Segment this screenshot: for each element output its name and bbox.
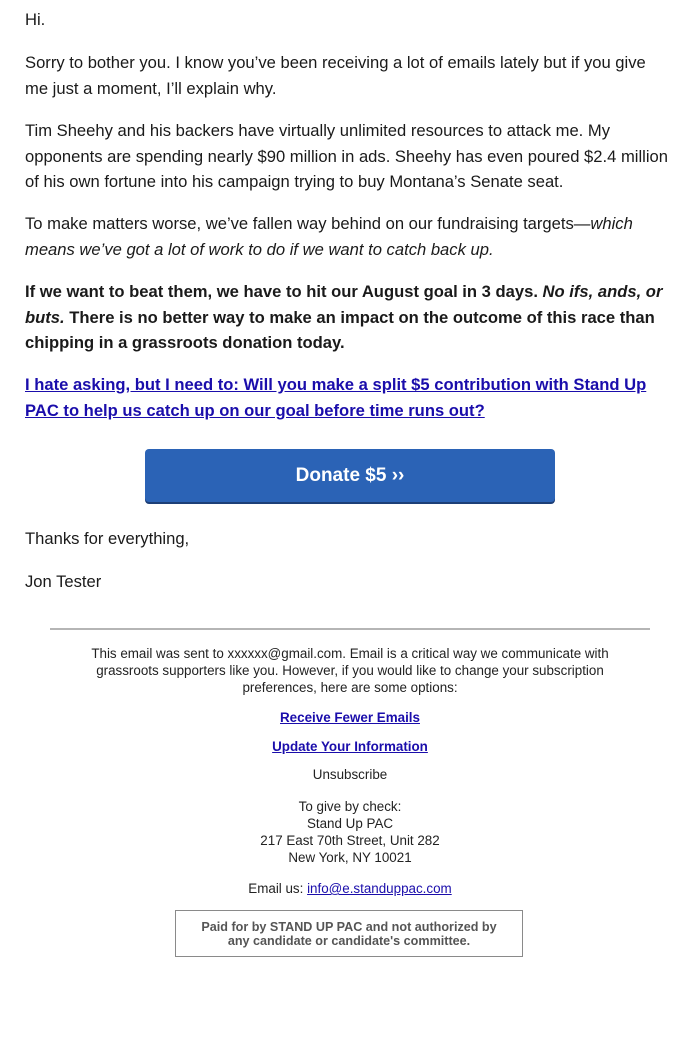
paragraph-goal-lead: If we want to beat them, we have to hit our August goal in 3 days. [25,282,543,301]
paragraph-sorry: Sorry to bother you. I know you’ve been receiving a lot of emails lately but if you give me just a moment, I’ll explain why. [25,53,646,98]
footer-notice: This email was sent to xxxxxx@gmail.com. Email is a critical way we communicate with grassroots supporters like you. However, if you would like to change your subscription preferences, here are some options: [91,646,609,695]
paragraph-goal-tail: There is no better way to make an impact on the outcome of this race than chipping in a grassroots donation today. [25,307,655,352]
paragraph-goal-emphasis: No ifs, ands, or buts. [25,282,663,327]
footer-email-row [60,880,640,897]
signature: Jon Tester [25,572,102,591]
check-city: New York, NY 10021 [288,850,412,865]
ask-paragraph [25,372,670,423]
donate-button[interactable]: Donate $5 ›› [145,449,555,502]
email-label: Email us: [248,881,308,896]
paid-for-disclaimer [175,910,523,957]
paragraph-worse-emphasis: which means we’ve got a lot of work to do if we want to catch back up. [25,214,633,259]
paragraph-worse-text: To make matters worse, we’ve fallen way behind on our fundraising targets— [25,214,591,233]
unsubscribe-link[interactable]: Unsubscribe [312,767,388,782]
closing: Thanks for everything, [25,529,190,548]
footer-divider [50,628,650,630]
contribution-ask-link[interactable]: I hate asking, but I need to: Will you make a split $5 contribution with Stand Up PAC to help us catch up on our goal before time runs out? [25,375,647,420]
check-heading: To give by check: [298,799,402,814]
check-street: 217 East 70th Street, Unit 282 [260,833,440,848]
disclaimer-text: Paid for by STAND UP PAC and not authorized by any candidate or candidate's committee. [201,919,497,948]
greeting: Hi. [25,10,46,29]
update-information-link[interactable]: Update Your Information [272,739,428,754]
check-name: Stand Up PAC [306,816,394,831]
footer-fewer-emails-row [60,709,640,726]
paragraph-sheehy: Tim Sheehy and his backers have virtually unlimited resources to attack me. My opponents are spending nearly $90 million in ads. Sheehy has even poured $2.4 million of his own fortune into his campaign trying to buy Montana’s Senate seat. [25,121,668,191]
contact-email-link[interactable]: info@e.standuppac.com [307,881,452,896]
receive-fewer-emails-link[interactable]: Receive Fewer Emails [280,710,420,725]
check-address [60,798,640,866]
footer-update-row [60,738,640,755]
paragraph-worse [25,211,670,262]
paragraph-goal [25,279,670,356]
